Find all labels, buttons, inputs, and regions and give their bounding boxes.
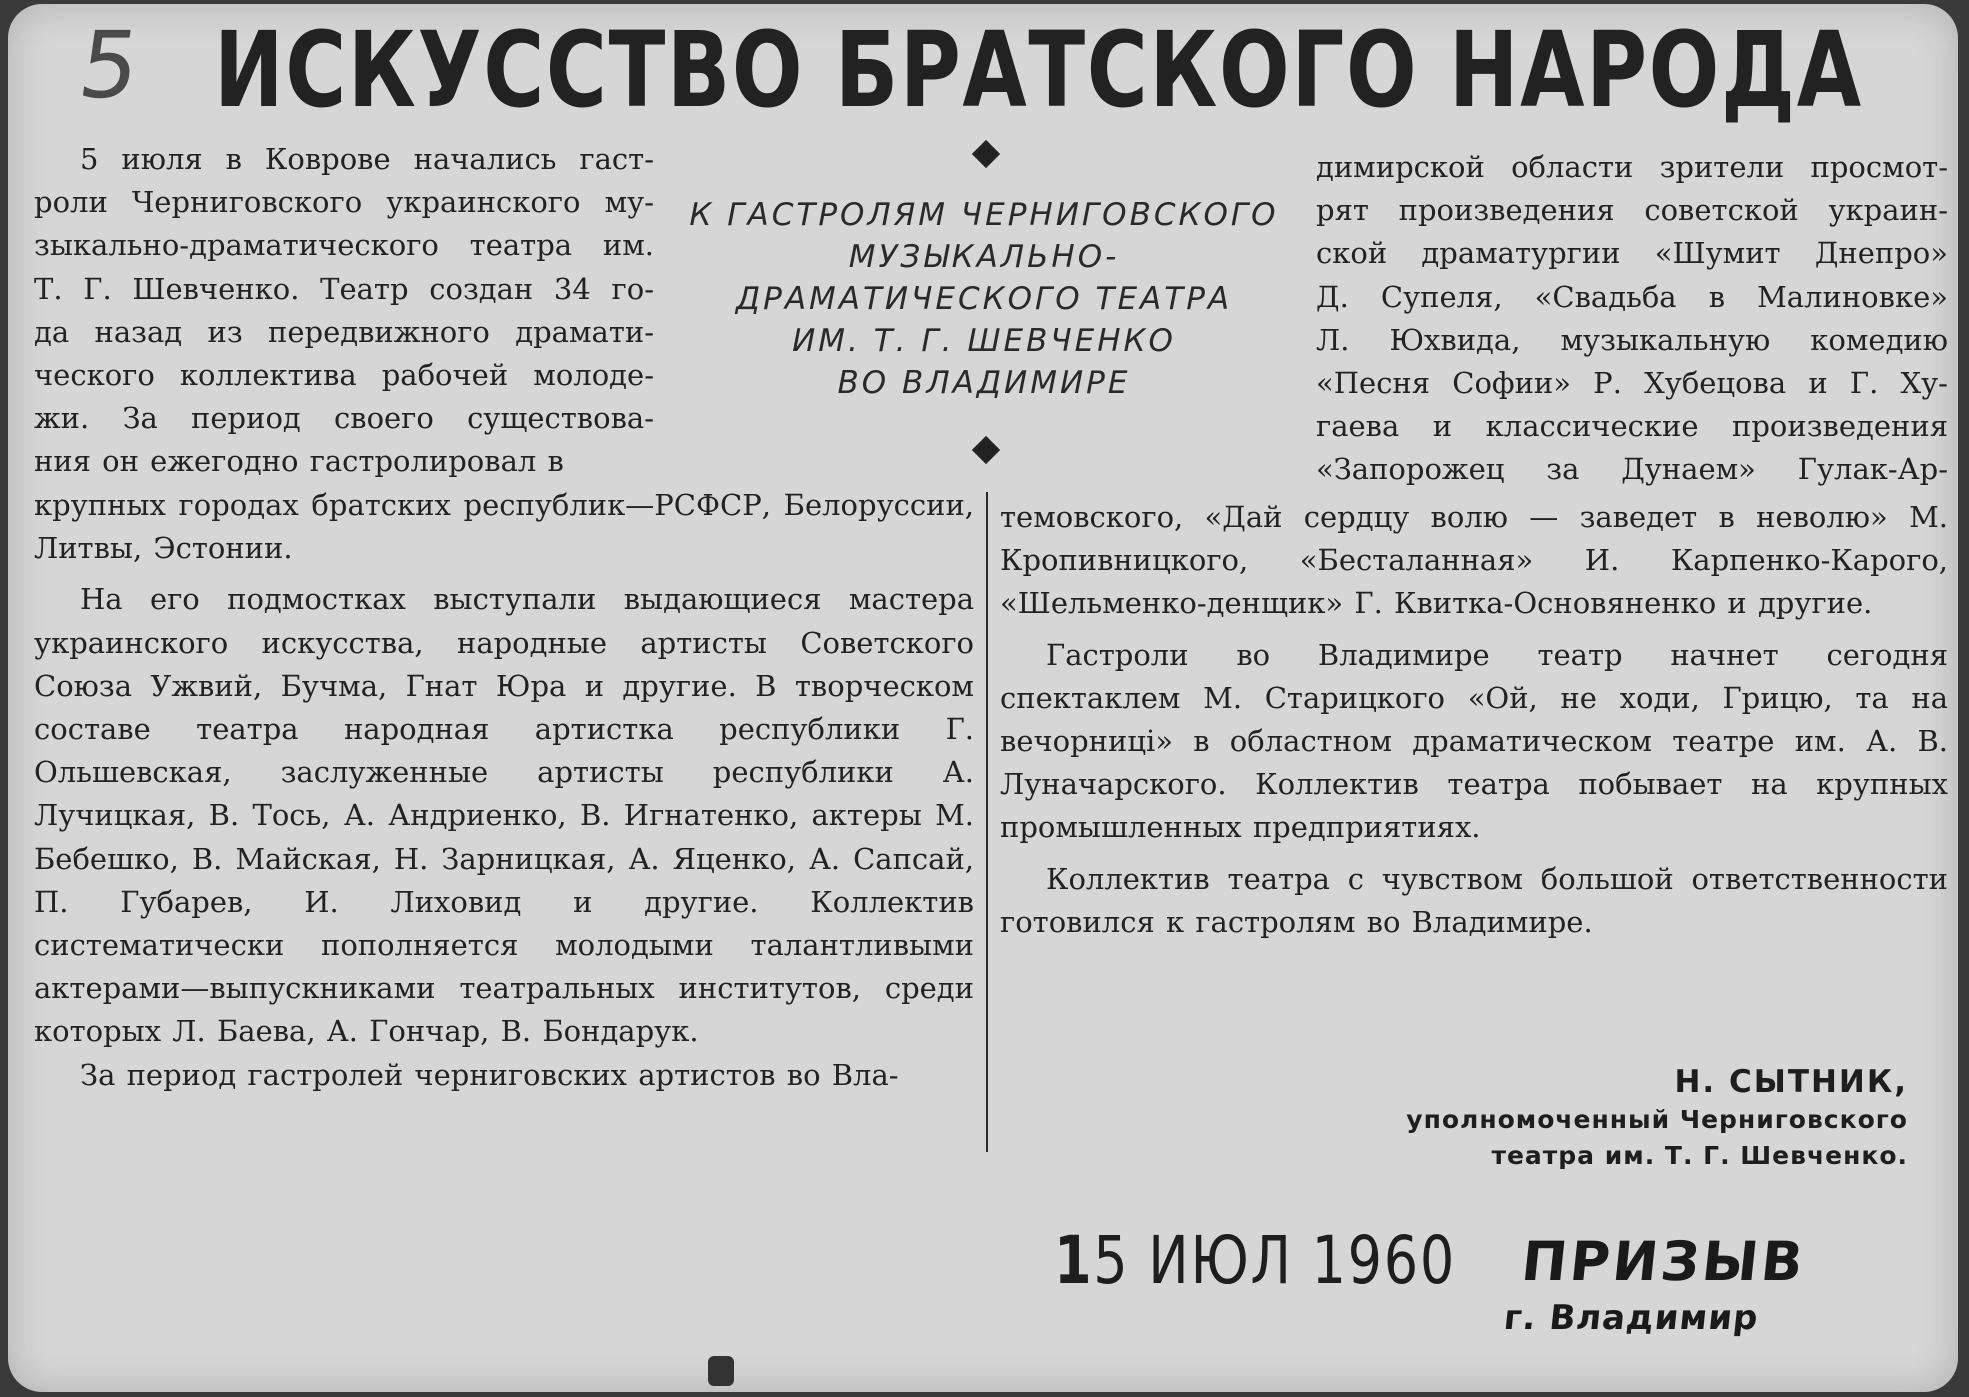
newspaper-clipping	[8, 4, 1958, 1392]
article-headline: ИСКУССТВО БРАТСКОГО НАРОДА	[214, 9, 1863, 131]
text-line: зыкально-драматического театра им.	[34, 228, 654, 263]
text-line: ческого коллектива рабочей молоде-	[34, 358, 654, 393]
date-stamp-rest: 5 ИЮЛ 1960	[1093, 1222, 1456, 1299]
subhead-line: ВО ВЛАДИМИРЕ	[837, 365, 1131, 401]
text-line: «Песня Софии» Р. Хубецова и Г. Ху-	[1316, 366, 1948, 401]
diamond-ornament-bottom	[972, 436, 1000, 464]
left-column-bottom	[34, 484, 974, 1097]
text-line: Л. Юхвида, музыкальную комедию	[1316, 322, 1948, 357]
text-line: роли Черниговского украинского му-	[34, 185, 654, 220]
text-line: 5 июля в Коврове начались гаст-	[80, 142, 654, 176]
subhead-line: К ГАСТРОЛЯМ ЧЕРНИГОВСКОГО	[689, 197, 1279, 233]
author-name: Н. СЫТНИК,	[1674, 1064, 1908, 1100]
author-role-line: театра им. Т. Г. Шевченко.	[1491, 1141, 1908, 1170]
right-column-top	[1316, 146, 1948, 492]
paper-speck	[708, 1356, 734, 1386]
diamond-ornament-top	[972, 140, 1000, 168]
author-role	[1208, 1102, 1908, 1174]
text-line: ния он ежегодно гастролировал в	[34, 444, 564, 479]
column-divider	[986, 492, 988, 1152]
right-column-bottom	[1000, 496, 1948, 944]
city-stamp: г. Владимир	[1501, 1298, 1761, 1338]
date-stamp-digit: 1	[1054, 1222, 1094, 1299]
subhead-line: ИМ. Т. Г. ШЕВЧЕНКО	[792, 323, 1176, 359]
paragraph: На его подмостках выступали выдающиеся мастера украинского искусства, народные артисты Советского Союза Ужвий, Бучма, Гнат Юра и другие. В творческом составе театра народная артистка республики Г. Ольшевская, заслуженные артисты республики А. Лучицкая, В. Тось, А. Андриенко, В. Игнатенко, актеры М. Бебешко, В. Майская, Н. Зарницкая, А. Яценко, А. Сапсай, П. Губарев, И. Лиховид и другие. Коллектив систематически пополняется молодыми талантливыми актерами—выпускниками театральных институтов, среди которых Л. Баева, А. Гончар, В. Бондарук.	[34, 582, 974, 1049]
subhead-line: МУЗЫКАЛЬНО-	[848, 239, 1120, 275]
author-role-line: уполномоченный Черниговского	[1406, 1105, 1908, 1134]
text-line: Т. Г. Шевченко. Театр создан 34 го-	[34, 271, 654, 306]
article-subheading	[664, 194, 1304, 404]
handwritten-mark: 5	[72, 12, 147, 119]
paragraph: Коллектив театра с чувством большой ответственности готовился к гастролям во Владимире.	[1000, 861, 1948, 939]
text-line: жи. За период своего существова-	[34, 401, 654, 436]
text-line: да назад из передвижного драмати-	[34, 314, 654, 349]
paragraph: темовского, «Дай сердцу волю — заведет в неволю» М. Кропивницкого, «Бесталанная» И. Карпенко-Карого, «Шельменко-денщик» Г. Квитка-Основяненко и другие.	[1000, 500, 1948, 621]
text-line: димирской области зрители просмот-	[1316, 150, 1948, 184]
newspaper-stamp: ПРИЗЫВ	[1518, 1230, 1809, 1293]
text-line: гаева и классические произведения	[1316, 409, 1948, 444]
text-line: «Запорожец за Дунаем» Гулак-Ар-	[1316, 452, 1948, 487]
text-line: ской драматургии «Шумит Днепро»	[1316, 236, 1948, 271]
text-line: рят произведения советской украин-	[1316, 193, 1948, 228]
left-column-top	[34, 138, 654, 484]
date-stamp	[1054, 1222, 1456, 1299]
text-line: Д. Супеля, «Свадьба в Малиновке»	[1316, 279, 1948, 314]
subhead-line: ДРАМАТИЧЕСКОГО ТЕАТРА	[735, 281, 1233, 317]
paragraph: Гастроли во Владимире театр начнет сегодня спектаклем М. Старицкого «Ой, не ходи, Грицю, та на вечорниці» в областном драматическом театре им. А. В. Луначарского. Коллектив театра побывает на крупных промышленных предприятиях.	[1000, 637, 1948, 845]
paragraph: крупных городах братских республик—РСФСР, Белоруссии, Литвы, Эстонии.	[34, 488, 974, 566]
paragraph: За период гастролей черниговских артистов во Вла-	[80, 1057, 899, 1092]
